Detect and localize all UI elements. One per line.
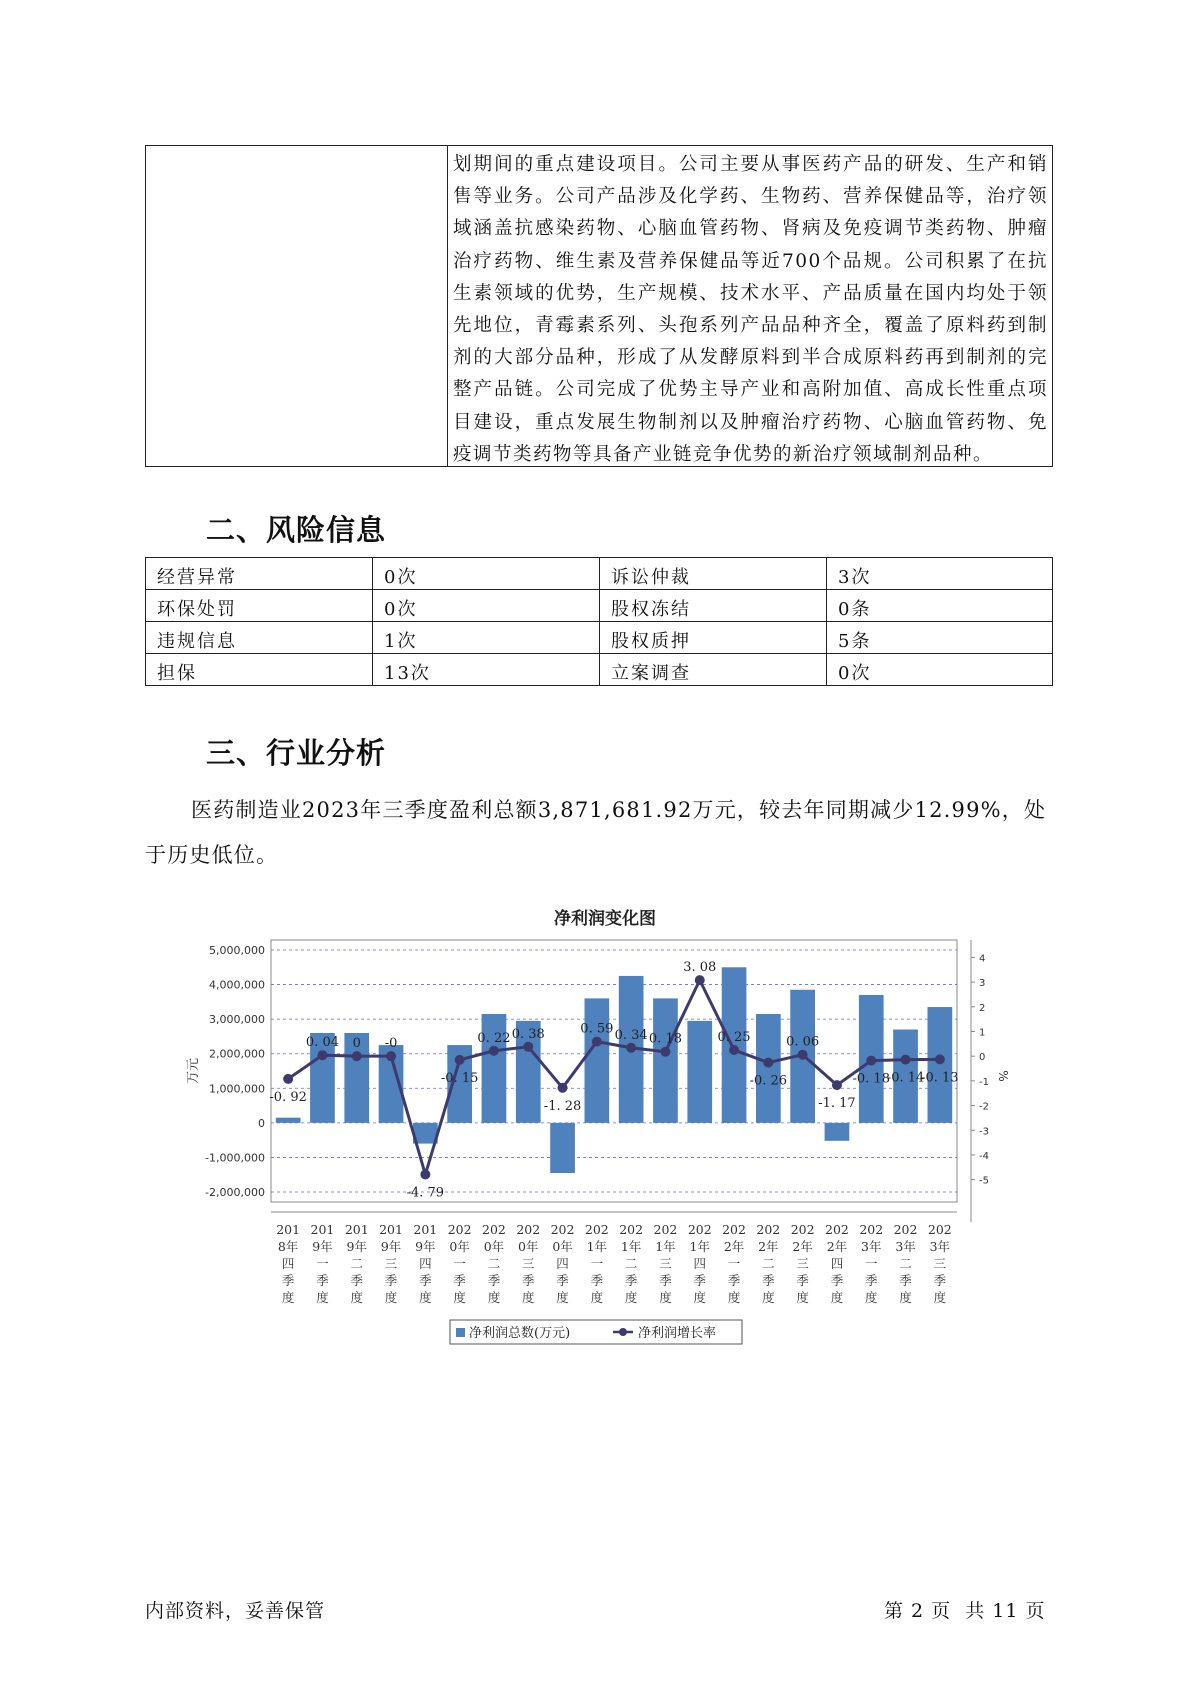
growth-point-8 (558, 1083, 568, 1093)
x-tick-label: 季 (281, 1273, 295, 1288)
risk-table-row (146, 654, 1053, 686)
x-tick-label: 度 (350, 1290, 364, 1305)
growth-label-16: -1. 17 (818, 1096, 856, 1112)
x-tick-label: 202 (687, 1222, 712, 1237)
x-tick-label: 二 (350, 1256, 364, 1271)
x-tick-label: 1年 (620, 1239, 642, 1254)
growth-point-12 (695, 975, 705, 985)
x-tick-label: 季 (590, 1273, 604, 1288)
x-tick-label: 季 (521, 1273, 535, 1288)
y-tick-label: -1,000,000 (205, 1151, 265, 1165)
risk-label-cell: 担保 (146, 654, 373, 686)
x-tick-label: 201 (276, 1222, 301, 1237)
risk-table-row (146, 622, 1053, 654)
growth-point-16 (832, 1080, 842, 1090)
section-title-risk: 二、风险信息 (206, 513, 387, 547)
x-tick-label: 度 (864, 1290, 878, 1305)
bar-14 (756, 1014, 781, 1123)
x-tick-label: 3年 (861, 1239, 882, 1254)
x-tick-label: 9年 (346, 1239, 367, 1254)
x-tick-label: 季 (864, 1273, 878, 1288)
legend-line-marker (619, 1328, 627, 1336)
risk-value-cell: 13次 (373, 654, 600, 686)
x-tick-label: 度 (693, 1290, 707, 1305)
x-tick-label: 度 (933, 1290, 947, 1305)
x-tick-label: 3年 (929, 1239, 951, 1254)
x-tick-label: 202 (756, 1222, 781, 1237)
growth-point-15 (798, 1050, 808, 1060)
bar-12 (687, 1021, 712, 1123)
risk-label-cell: 诉讼仲裁 (600, 558, 827, 590)
net-profit-chart (175, 900, 1010, 1364)
x-tick-label: 202 (584, 1222, 609, 1237)
growth-label-3: -0 (384, 1036, 398, 1052)
x-tick-label: 201 (310, 1222, 335, 1237)
x-tick-label: 度 (624, 1290, 638, 1305)
y2-tick-label: -5 (979, 1175, 989, 1187)
growth-label-7: 0. 38 (511, 1026, 545, 1042)
risk-table-row (146, 590, 1053, 622)
legend-bar-swatch (456, 1328, 465, 1337)
growth-label-5: -0. 15 (440, 1070, 479, 1086)
footer-confidential: 内部资料，妥善保管 (145, 1600, 326, 1622)
risk-value-cell: 5条 (827, 622, 1053, 654)
y2-tick-label: 4 (979, 953, 986, 965)
growth-point-4 (420, 1169, 430, 1179)
growth-point-2 (352, 1051, 362, 1061)
x-tick-label: 一 (453, 1256, 466, 1271)
x-tick-label: 一 (727, 1256, 741, 1271)
growth-point-18 (901, 1055, 911, 1065)
x-tick-label: 2年 (792, 1239, 813, 1254)
y2-tick-label: -4 (979, 1150, 989, 1162)
growth-label-9: 0. 59 (580, 1021, 614, 1037)
legend-bar-label: 净利润总数(万元) (469, 1326, 571, 1341)
growth-label-8: -1. 28 (543, 1098, 582, 1114)
x-tick-label: 202 (482, 1222, 506, 1237)
x-tick-label: 202 (516, 1222, 541, 1237)
x-tick-label: 201 (379, 1222, 403, 1237)
y2-tick-label: 0 (979, 1052, 986, 1064)
x-tick-label: 202 (722, 1222, 746, 1237)
x-tick-label: 二 (487, 1256, 501, 1271)
x-tick-label: 季 (316, 1273, 329, 1288)
risk-table-row (146, 558, 1053, 590)
growth-point-10 (626, 1043, 636, 1053)
profile-text-cell: 划期间的重点建设项目。公司主要从事医药产品的研发、生产和销售等业务。公司产品涉及化学药、生物药、营养保健品等，治疗领域涵盖抗感染药物、心脑血管药物、肾病及免疫调节类药物、肿瘤治疗药物、维生素及营养保健品等近700个品规。公司积累了在抗生素领域的优势，生产规模、技术水平、产品质量在国内均处于领先地位，青霉素系列、头孢系列产品品种齐全，覆盖了原料药到制剂的大部分品种，形成了从发酵原料到半合成原料药再到制剂的完整产品链。公司完成了优势主导产业和高附加值、高成长性重点项目建设，重点发展生物制剂以及肿瘤治疗药物、心脑血管药物、免疫调节类药物等具备产业链竞争优势的新治疗领域制剂品种。 (453, 154, 1048, 465)
x-tick-label: 季 (453, 1273, 466, 1288)
risk-label-cell: 股权质押 (600, 622, 827, 654)
y-tick-label: 3,000,000 (209, 1013, 265, 1027)
x-tick-label: 2年 (758, 1239, 779, 1254)
x-tick-label: 1年 (689, 1239, 710, 1254)
growth-label-19: -0. 13 (921, 1070, 959, 1086)
x-tick-label: 9年 (415, 1239, 436, 1254)
x-tick-label: 度 (830, 1290, 844, 1305)
x-tick-label: 季 (727, 1273, 741, 1288)
x-tick-label: 一 (590, 1256, 604, 1271)
x-tick-label: 度 (727, 1290, 741, 1305)
bar-9 (585, 998, 610, 1122)
x-tick-label: 季 (487, 1273, 501, 1288)
x-tick-label: 202 (893, 1222, 918, 1237)
x-tick-label: 1年 (586, 1239, 608, 1254)
risk-table (145, 557, 1053, 686)
growth-point-7 (523, 1042, 533, 1052)
x-tick-label: 季 (556, 1273, 569, 1288)
risk-label-cell: 股权冻结 (600, 590, 827, 622)
risk-value-cell: 0条 (827, 590, 1053, 622)
growth-point-5 (455, 1055, 465, 1065)
x-tick-label: 3年 (895, 1239, 916, 1254)
x-tick-label: 四 (830, 1256, 844, 1271)
x-tick-label: 202 (447, 1222, 472, 1237)
x-tick-label: 季 (384, 1273, 398, 1288)
y-tick-label: 1,000,000 (209, 1082, 265, 1096)
risk-value-cell: 0次 (827, 654, 1053, 686)
chart-title: 净利润变化图 (554, 909, 656, 929)
x-tick-label: 二 (762, 1256, 775, 1271)
x-tick-label: 202 (653, 1222, 678, 1237)
x-tick-label: 季 (830, 1273, 844, 1288)
y2-tick-label: -3 (979, 1126, 989, 1138)
y-tick-label: 4,000,000 (209, 978, 265, 992)
growth-point-0 (283, 1074, 293, 1084)
growth-point-1 (317, 1050, 327, 1060)
x-tick-label: 度 (590, 1290, 604, 1305)
growth-label-11: 0. 18 (648, 1031, 682, 1047)
company-profile-table (145, 145, 1053, 467)
x-tick-label: 二 (899, 1256, 912, 1271)
risk-label-cell: 立案调查 (600, 654, 827, 686)
x-tick-label: 202 (825, 1222, 849, 1237)
legend-line-label: 净利润增长率 (638, 1326, 717, 1341)
x-tick-label: 季 (624, 1273, 638, 1288)
x-tick-label: 度 (419, 1290, 432, 1305)
growth-point-19 (935, 1054, 945, 1064)
x-tick-label: 度 (659, 1290, 672, 1305)
x-tick-label: 9年 (312, 1239, 333, 1254)
y-tick-label: -2,000,000 (205, 1186, 265, 1199)
risk-label-cell: 经营异常 (146, 558, 373, 590)
x-tick-label: 四 (693, 1256, 707, 1271)
chart-svg (175, 900, 1010, 1360)
growth-label-1: 0. 04 (305, 1035, 339, 1051)
y-tick-label: 5,000,000 (209, 944, 265, 957)
y2-tick-label: -1 (979, 1076, 989, 1088)
bar-0 (276, 1118, 301, 1123)
x-tick-label: 度 (384, 1290, 398, 1305)
x-tick-label: 202 (790, 1222, 815, 1237)
bar-16 (825, 1123, 850, 1141)
x-tick-label: 三 (521, 1256, 535, 1271)
x-tick-label: 季 (899, 1273, 912, 1288)
x-tick-label: 季 (350, 1273, 364, 1288)
x-tick-label: 0年 (449, 1239, 470, 1254)
x-tick-label: 四 (556, 1256, 569, 1271)
risk-label-cell: 违规信息 (146, 622, 373, 654)
x-tick-label: 8年 (277, 1239, 299, 1254)
x-tick-label: 度 (316, 1290, 329, 1305)
x-tick-label: 1年 (655, 1239, 676, 1254)
risk-value-cell: 0次 (373, 558, 600, 590)
x-tick-label: 202 (619, 1222, 644, 1237)
industry-paragraph-text: 医药制造业2023年三季度盈利总额3,871,681.92万元，较去年同期减少12.99%，处于历史低位。 (145, 798, 1047, 867)
y-tick-label: 2,000,000 (209, 1047, 265, 1061)
x-tick-label: 202 (927, 1222, 952, 1237)
x-tick-label: 季 (659, 1273, 672, 1288)
x-tick-label: 三 (933, 1256, 947, 1271)
risk-label-cell: 环保处罚 (146, 590, 373, 622)
x-tick-label: 季 (933, 1273, 947, 1288)
x-tick-label: 0年 (483, 1239, 505, 1254)
x-tick-label: 三 (796, 1256, 809, 1271)
growth-label-13: 0. 25 (717, 1030, 751, 1046)
growth-label-14: -0. 26 (749, 1073, 788, 1089)
x-tick-label: 季 (796, 1273, 809, 1288)
x-tick-label: 度 (762, 1290, 775, 1305)
x-tick-label: 度 (453, 1290, 466, 1305)
x-tick-label: 0年 (518, 1239, 539, 1254)
x-tick-label: 三 (659, 1256, 672, 1271)
risk-value-cell: 1次 (373, 622, 600, 654)
x-tick-label: 度 (556, 1290, 569, 1305)
x-tick-label: 二 (624, 1256, 638, 1271)
x-tick-label: 201 (344, 1222, 369, 1237)
x-tick-label: 度 (899, 1290, 912, 1305)
x-tick-label: 202 (550, 1222, 575, 1237)
x-tick-label: 季 (762, 1273, 775, 1288)
growth-label-4: -4. 79 (406, 1185, 445, 1201)
growth-point-3 (386, 1051, 396, 1061)
industry-paragraph (145, 788, 1065, 878)
y2-tick-label: 2 (979, 1002, 986, 1014)
x-tick-label: 201 (413, 1222, 438, 1237)
x-tick-label: 度 (487, 1290, 501, 1305)
x-tick-label: 季 (693, 1273, 707, 1288)
x-tick-label: 四 (419, 1256, 432, 1271)
x-tick-label: 四 (281, 1256, 295, 1271)
y-tick-label: 0 (258, 1116, 265, 1130)
bar-8 (550, 1123, 575, 1173)
growth-label-17: -0. 18 (852, 1071, 890, 1087)
y2-tick-label: 1 (979, 1027, 986, 1039)
y-axis-label: 万元 (186, 1057, 201, 1085)
x-tick-label: 0年 (552, 1239, 573, 1254)
x-tick-label: 202 (859, 1222, 884, 1237)
x-tick-label: 2年 (826, 1239, 848, 1254)
x-tick-label: 一 (864, 1256, 878, 1271)
growth-label-15: 0. 06 (786, 1034, 820, 1050)
x-tick-label: 度 (796, 1290, 809, 1305)
growth-label-2: 0 (352, 1036, 361, 1052)
section-title-industry: 三、行业分析 (206, 736, 387, 770)
growth-point-6 (489, 1046, 499, 1056)
y2-tick-label: -2 (979, 1101, 989, 1113)
bar-19 (928, 1007, 953, 1123)
growth-label-18: -0. 14 (886, 1070, 925, 1086)
risk-value-cell: 0次 (373, 590, 600, 622)
growth-point-13 (729, 1045, 739, 1055)
x-tick-label: 度 (281, 1290, 295, 1305)
growth-point-9 (592, 1037, 602, 1047)
footer-page-number: 第 2 页 共 11 页 (884, 1600, 1046, 1622)
x-tick-label: 9年 (380, 1239, 402, 1254)
bar-11 (653, 998, 678, 1122)
x-tick-label: 季 (419, 1273, 432, 1288)
growth-label-6: 0. 22 (477, 1030, 511, 1046)
growth-label-0: -0. 92 (269, 1089, 307, 1105)
growth-point-11 (660, 1047, 670, 1057)
growth-label-10: 0. 34 (614, 1027, 648, 1043)
growth-label-12: 3. 08 (683, 960, 717, 976)
x-tick-label: 度 (521, 1290, 535, 1305)
growth-point-17 (866, 1056, 876, 1066)
y2-axis-label: % (996, 1070, 1010, 1082)
growth-point-14 (763, 1058, 773, 1068)
x-tick-label: 2年 (723, 1239, 745, 1254)
x-tick-label: 一 (316, 1256, 329, 1271)
y2-tick-label: 3 (979, 978, 986, 990)
risk-value-cell: 3次 (827, 558, 1053, 590)
x-tick-label: 三 (384, 1256, 398, 1271)
profile-label-cell (146, 146, 448, 466)
